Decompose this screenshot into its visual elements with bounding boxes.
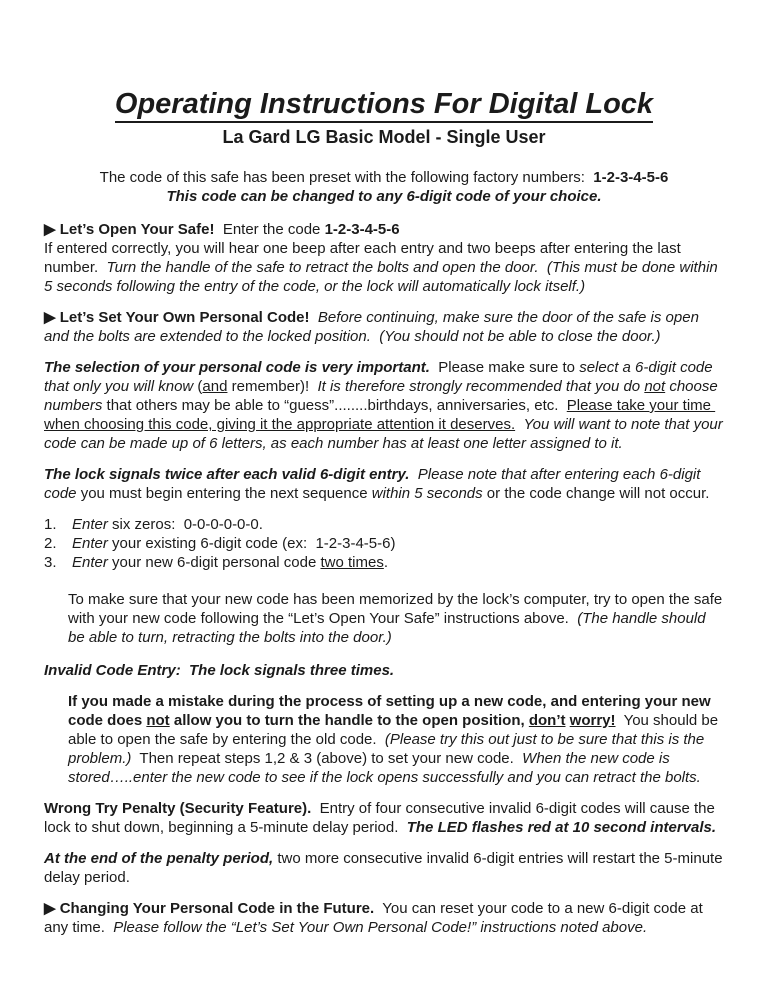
arrow-bullet-icon: ▶ (44, 309, 56, 326)
text-run: Enter (72, 516, 108, 533)
text-run: The lock signals twice after each valid 6-digit entry. (44, 466, 410, 483)
text-run: (Please try this out just to be sure that this is the problem.) (68, 731, 709, 767)
text-run: When the new code is stored…..enter the new code to see if the lock opens successfully and you can retract the bolts. (68, 750, 701, 786)
text-run: You will want to note that your code can be made up of 6 letters, as each number has at least one letter assigned to it. (44, 416, 727, 452)
text-run: Please take your time when choosing this code, giving it the appropriate attention it deserves. (44, 397, 716, 433)
text-run: Then repeat steps 1,2 & 3 (above) to set your new code. (131, 750, 523, 767)
page-title-text: Operating Instructions For Digital Lock (115, 88, 653, 123)
text-run: The LED flashes red at 10 second intervals. (406, 819, 717, 836)
text-run: your existing 6-digit code (ex: 1-2-3-4-5-6) (107, 535, 396, 552)
text-run: If you made a mistake during the process of setting up a new code, and entering your new code does (68, 693, 715, 729)
paragraph-wrong-try-penalty (44, 799, 724, 837)
text-run: This code can be changed to any 6-digit code of your choice. (166, 188, 602, 205)
list-item-text (72, 553, 388, 572)
paragraph-verify-new-code (68, 590, 727, 647)
text-run: six zeros: 0-0-0-0-0-0. (107, 516, 263, 533)
page-title (44, 88, 724, 123)
paragraph-lock-signals-twice (44, 465, 724, 503)
paragraph-open-your-safe (44, 220, 724, 296)
page-subtitle: La Gard LG Basic Model - Single User (222, 127, 546, 147)
arrow-bullet-icon: ▶ (44, 221, 56, 238)
text-run: The code of this safe has been preset with the following factory numbers: (99, 169, 594, 186)
text-run: Turn the handle of the safe to retract the bolts and open the door. (This must be done within 5 seconds following the entry of the code, or the lock will automatically lock itself.) (44, 259, 722, 295)
text-run: you must begin entering the next sequence (76, 485, 372, 502)
paragraph-penalty-end (44, 849, 727, 887)
list-item-text (72, 534, 395, 553)
text-run: (The handle should be able to turn, retracting the bolts into the door.) (68, 610, 710, 646)
text-run: Changing Your Personal Code in the Future. (59, 900, 375, 917)
text-run: select a 6-digit code that only you will know (44, 359, 717, 395)
list-item-number: 1. (44, 516, 57, 533)
text-run: 1-2-3-4-5-6 (593, 169, 669, 186)
text-run: Please note that after entering each 6-digit code (44, 466, 705, 502)
intro-line-factory-code (44, 168, 724, 187)
text-run: and (202, 378, 228, 395)
text-run (409, 466, 417, 483)
text-run: To make sure that your new code has been memorized by the lock’s computer, try to open the safe with your new code following the “Let’s Open Your Safe” instructions above. (68, 591, 727, 627)
list-item (44, 515, 724, 534)
text-run: ( (193, 378, 203, 395)
text-run: At the end of the penalty period, (44, 850, 274, 867)
text-run: remember)! (227, 378, 318, 395)
text-run: Let’s Open Your Safe! (59, 221, 215, 238)
text-run: You can reset your code to a new 6-digit code at any time. (44, 900, 707, 936)
paragraph-mistake-recovery (68, 692, 724, 787)
text-run: two times (320, 554, 384, 571)
text-run: Enter (72, 535, 108, 552)
text-run: don’t (528, 712, 566, 729)
text-run: two more consecutive invalid 6-digit entries will restart the 5-minute delay period. (44, 850, 727, 886)
text-run: You should be able to open the safe by entering the old code. (68, 712, 723, 748)
text-run: If entered correctly, you will hear one beep after each entry and two beeps after entering the last number. (44, 240, 685, 276)
text-run: Entry of four consecutive invalid 6-digit codes will cause the lock to shut down, beginning a 5-minute delay period. (44, 800, 720, 836)
paragraph-set-personal-code (44, 308, 724, 346)
list-item (44, 553, 724, 572)
text-run: Enter the code (214, 221, 325, 238)
text-run: Before continuing, make sure the door of the safe is open and the bolts are extended to the locked position. (You should not be able to close the door.) (44, 309, 704, 345)
text-run: allow you to turn the handle to the open position, (169, 712, 529, 729)
numbered-steps-list (44, 515, 724, 572)
text-run: not (644, 378, 666, 395)
text-run: 1-2-3-4-5-6 (324, 221, 400, 238)
intro-line-change-note (44, 187, 724, 206)
text-run: Wrong Try Penalty (Security Feature). (44, 800, 312, 817)
text-run: not (146, 712, 170, 729)
text-run: or the code change will not occur. (482, 485, 710, 502)
list-item-number: 3. (44, 554, 57, 571)
text-run: worry! (569, 712, 616, 729)
list-item-number: 2. (44, 535, 57, 552)
list-item-text (72, 515, 263, 534)
arrow-bullet-icon: ▶ (44, 900, 56, 917)
text-run: Invalid Code Entry: The lock signals three times. (44, 662, 395, 679)
text-run: Enter (72, 554, 108, 571)
text-run: your new 6-digit personal code (107, 554, 321, 571)
text-run: Let’s Set Your Own Personal Code! (59, 309, 310, 326)
text-run: It is therefore strongly recommended that you do (317, 378, 645, 395)
text-run: that others may be able to “guess”........birthdays, anniversaries, etc. (102, 397, 567, 414)
text-run (310, 309, 318, 326)
text-run: Please make sure to (429, 359, 580, 376)
paragraph-code-selection (44, 358, 727, 453)
text-run: The selection of your personal code is very important. (44, 359, 430, 376)
text-run: choose numbers (44, 378, 722, 414)
text-run: Please follow the “Let’s Set Your Own Personal Code!” instructions noted above. (113, 919, 648, 936)
paragraph-invalid-code-entry (44, 661, 724, 680)
text-run: within 5 seconds (371, 485, 483, 502)
text-run: . (383, 554, 389, 571)
list-item (44, 534, 724, 553)
paragraph-changing-code-future (44, 899, 724, 937)
